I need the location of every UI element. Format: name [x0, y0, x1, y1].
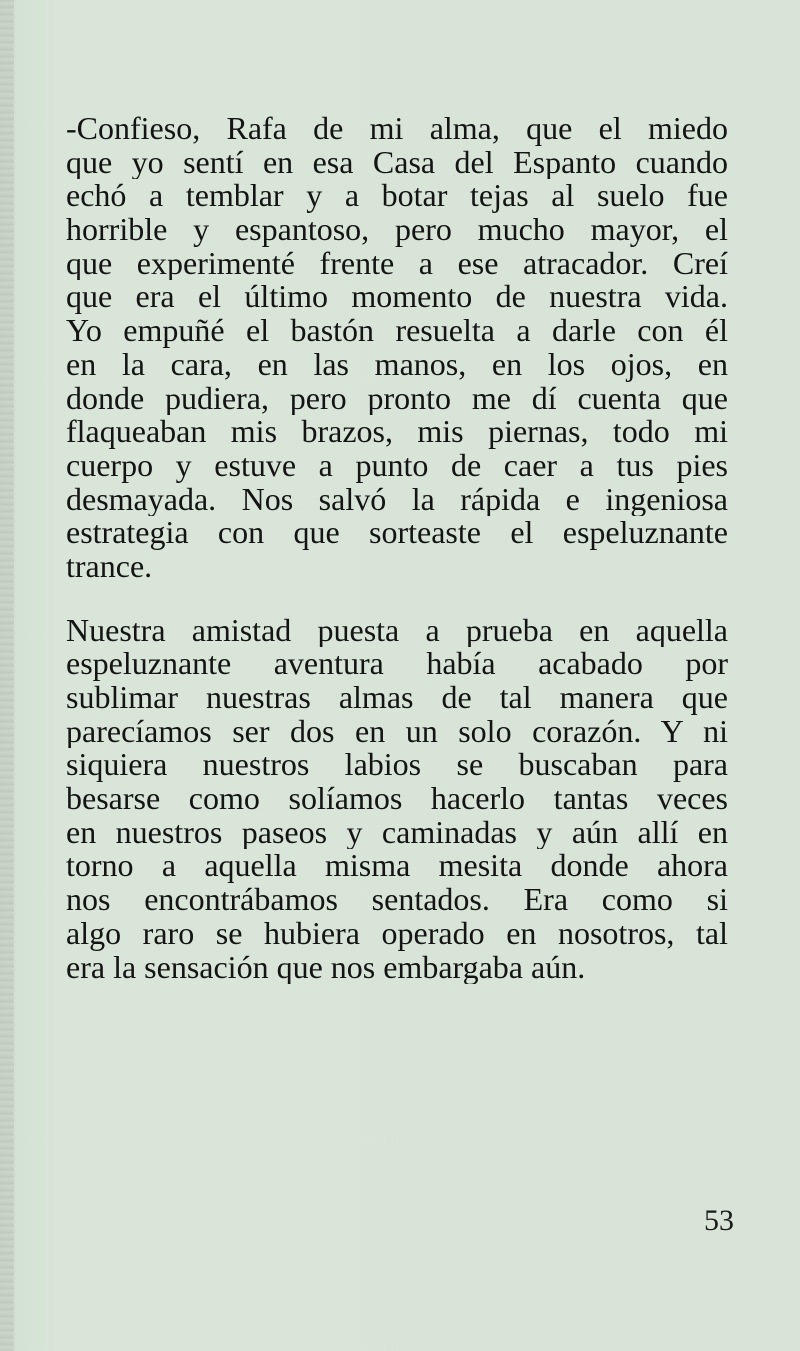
- text-line: donde pudiera, pero pronto me dí cuenta que: [66, 381, 728, 416]
- text-line: echó a temblar y a botar tejas al suelo fue: [66, 179, 728, 214]
- text-line: sublimar nuestras almas de tal manera que: [66, 681, 728, 715]
- text-line: Yo empuñé el bastón resuelta a darle con él: [66, 314, 728, 348]
- body-text: [66, 112, 728, 984]
- text-line: nos encontrábamos sentados. Era como si: [66, 883, 728, 917]
- page-number: 53: [704, 1204, 734, 1237]
- text-line: era la sensación que nos embargaba aún.: [66, 950, 586, 985]
- text-line: estrategia con que sorteaste el espeluznante: [66, 516, 728, 550]
- text-line: que experimenté frente a ese atracador. Creí: [66, 246, 728, 281]
- text-line: Nuestra amistad puesta a prueba en aquella: [66, 613, 728, 648]
- text-line: trance.: [66, 549, 153, 584]
- text-line: cuerpo y estuve a punto de caer a tus pies: [66, 448, 728, 483]
- text-line: que era el último momento de nuestra vida.: [66, 280, 728, 315]
- text-line: en nuestros paseos y caminadas y aún allí en: [66, 815, 728, 850]
- text-line: espeluznante aventura había acabado por: [66, 647, 728, 681]
- text-line: besarse como solíamos hacerlo tantas veces: [66, 782, 728, 816]
- text-line: siquiera nuestros labios se buscaban para: [66, 748, 728, 783]
- text-line: algo raro se hubiera operado en nosotros, tal: [66, 916, 728, 951]
- text-line: flaqueaban mis brazos, mis piernas, todo mi: [66, 415, 728, 449]
- paragraph-1: [66, 112, 728, 584]
- text-line: en la cara, en las manos, en los ojos, en: [66, 347, 728, 382]
- book-spine-shadow: [0, 0, 14, 1351]
- text-line: desmayada. Nos salvó la rápida e ingeniosa: [66, 482, 728, 517]
- text-line: horrible y espantoso, pero mucho mayor, el: [66, 213, 728, 247]
- paragraph-2: [66, 614, 728, 985]
- text-line: torno a aquella misma mesita donde ahora: [66, 849, 728, 884]
- paragraph-spacer: [66, 584, 728, 614]
- text-line: que yo sentí en esa Casa del Espanto cuando: [66, 145, 728, 180]
- text-line: parecíamos ser dos en un solo corazón. Y ni: [66, 714, 728, 749]
- text-line: -Confieso, Rafa de mi alma, que el miedo: [66, 112, 728, 146]
